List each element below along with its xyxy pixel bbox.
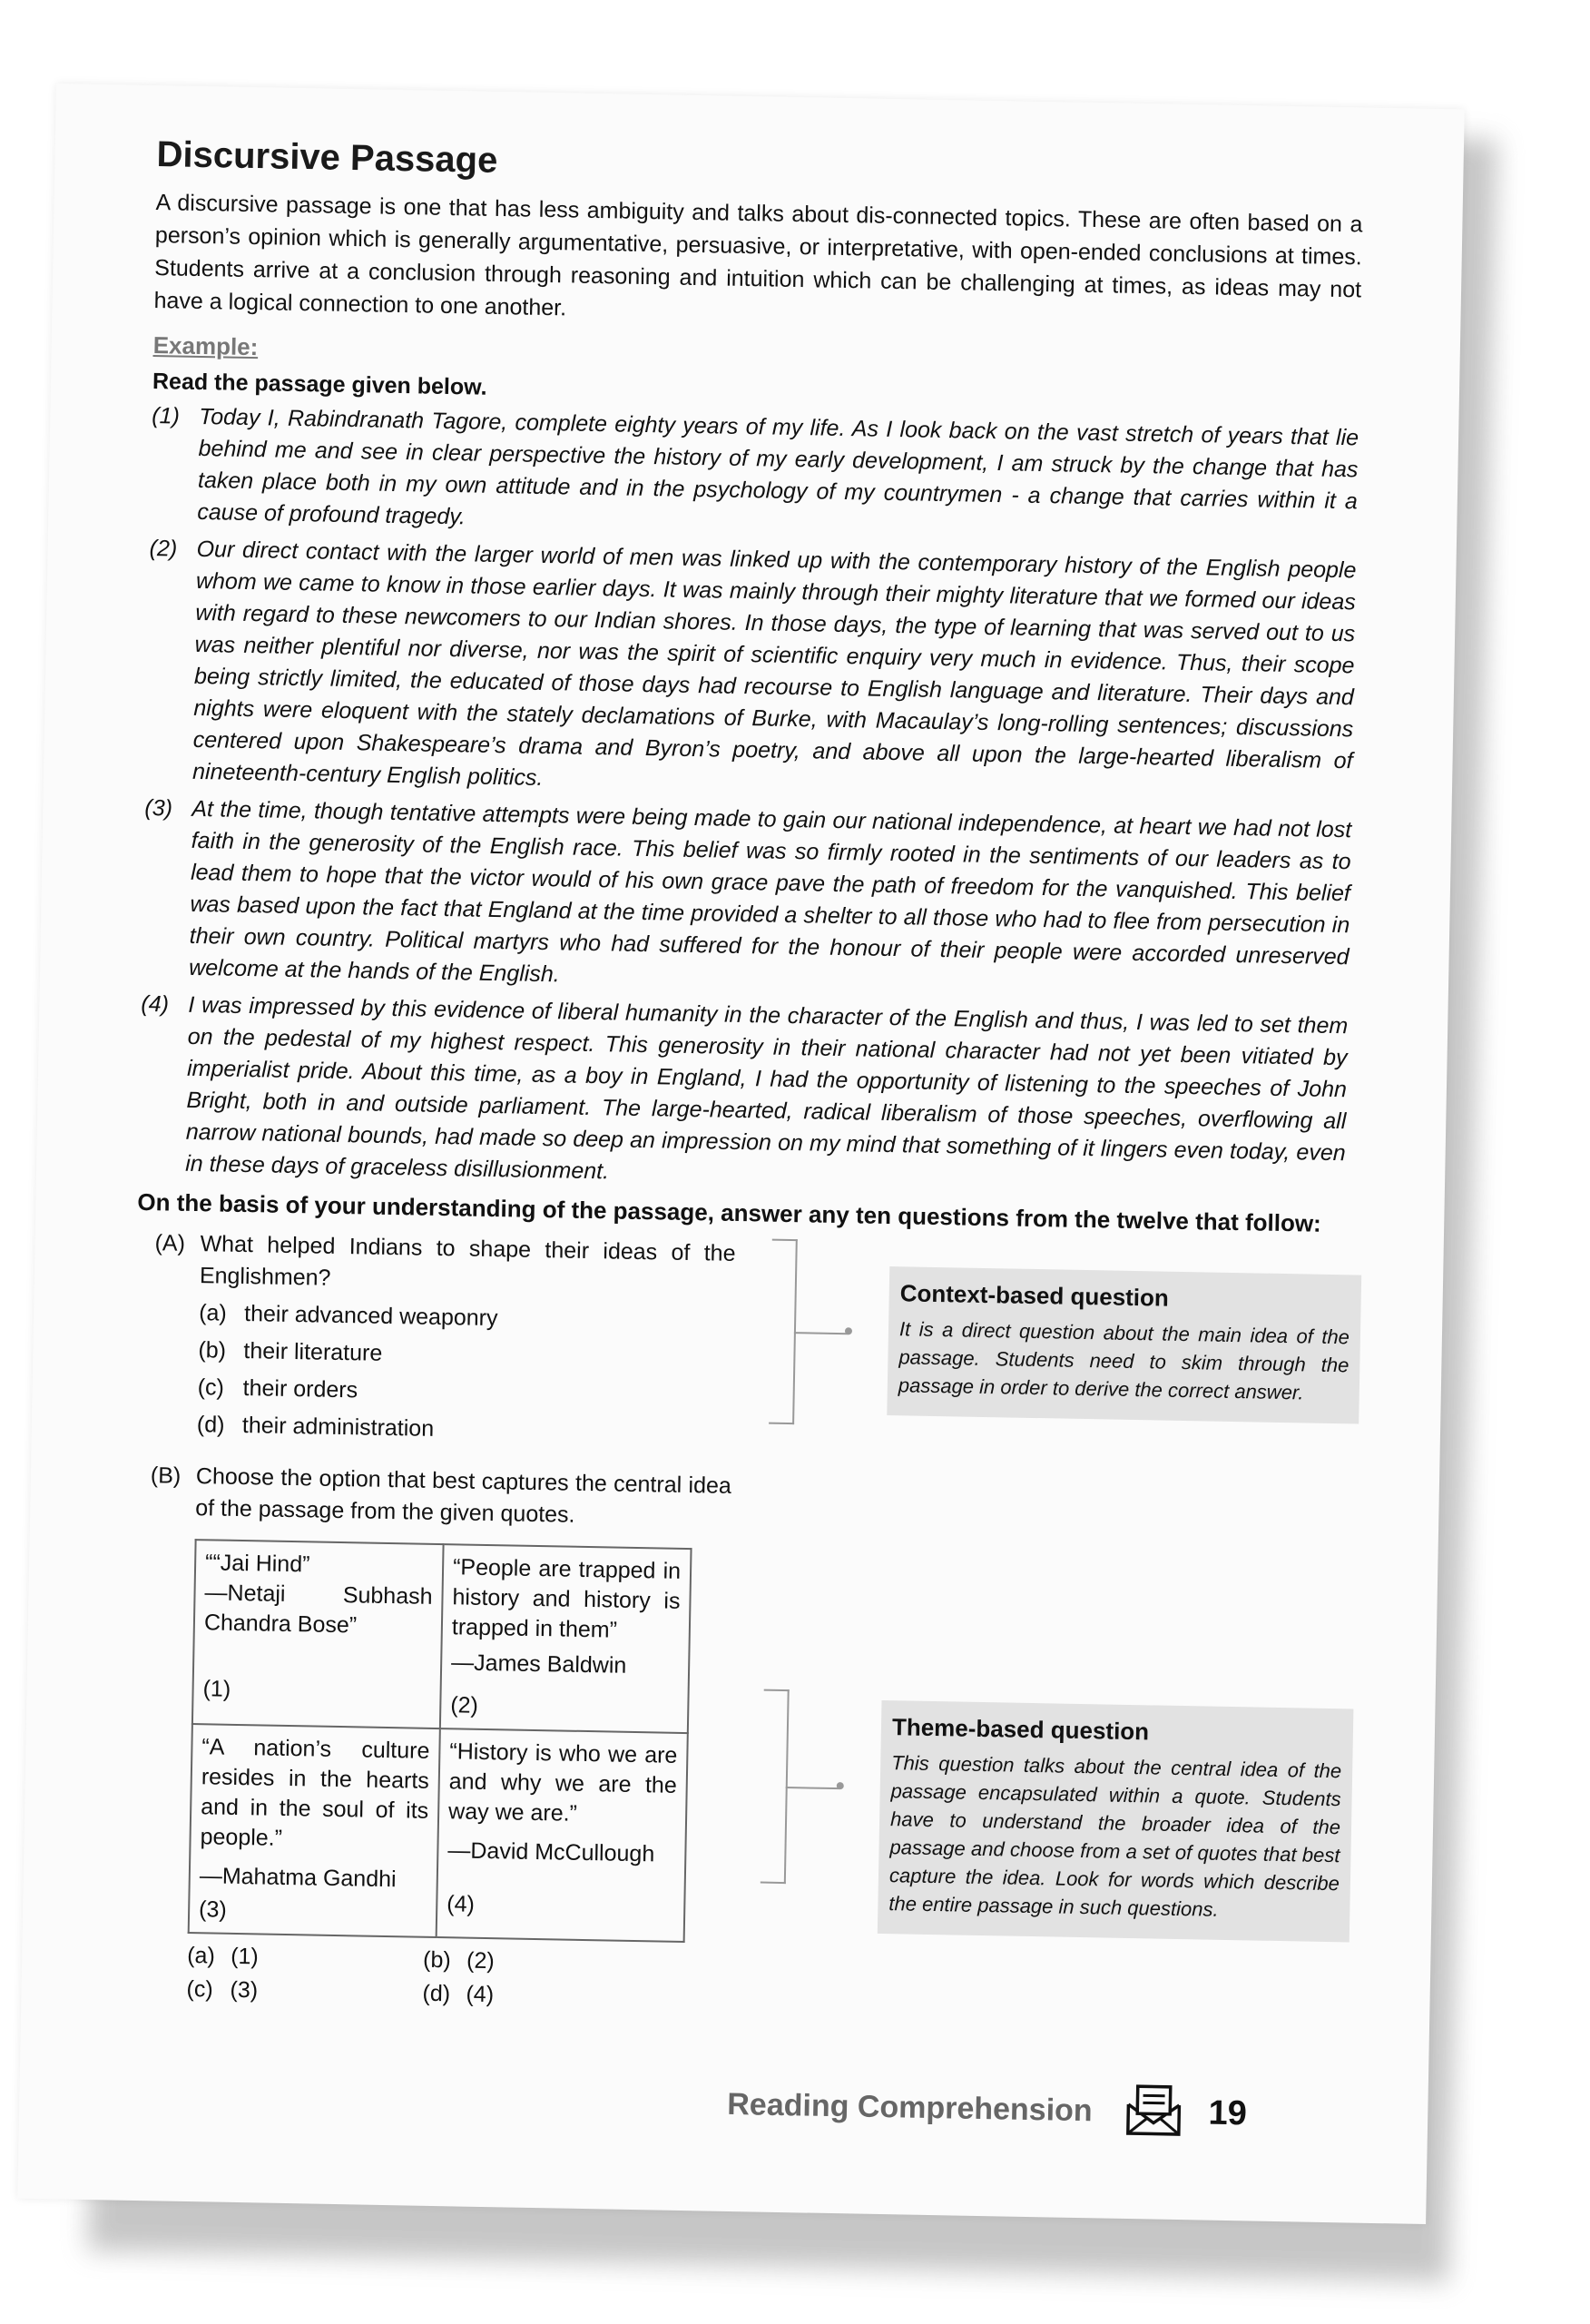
passage [138, 400, 1359, 1201]
answer-option [422, 1981, 658, 2012]
paragraph-number: (3) [144, 794, 173, 822]
answer-text: (4) [466, 1981, 495, 2008]
quote-cell [192, 1540, 444, 1728]
answer-label: (b) [422, 1946, 452, 1974]
open-envelope-icon [1124, 2083, 1183, 2142]
quote-text: “People are trapped in history and history is trapped in them” [451, 1554, 682, 1643]
quote-author: —Netaji Subhash Chandra Bose” [203, 1580, 433, 1639]
example-label: Example: [152, 331, 259, 361]
quote-number: (3) [198, 1896, 227, 1923]
option [199, 1297, 735, 1339]
footer-title: Reading Comprehension [726, 2086, 1093, 2129]
option [197, 1409, 733, 1451]
passage-paragraph [150, 400, 1359, 549]
option-label: (b) [198, 1337, 227, 1364]
question-b-row [123, 1460, 1340, 2024]
question-b [150, 1460, 731, 1534]
option [198, 1334, 734, 1376]
connector-dot [837, 1782, 844, 1789]
question-a-stem [154, 1227, 736, 1302]
theme-note [878, 1700, 1354, 1942]
note-title: Context-based question [899, 1279, 1170, 1312]
answer-option [186, 1976, 422, 2007]
option-text: their orders [242, 1375, 358, 1403]
page-content [123, 134, 1363, 2024]
page-number: 19 [1208, 2093, 1248, 2133]
option-label: (d) [196, 1412, 225, 1438]
quote-author: —James Baldwin [450, 1649, 627, 1679]
quotes-table [188, 1539, 692, 1943]
paragraph-number: (2) [149, 535, 178, 562]
instruction-text: Read the passage given below. [152, 369, 487, 400]
page-footer [727, 2075, 1248, 2143]
passage-paragraph [145, 533, 1357, 809]
quote-text: “A nation’s culture resides in the hearts and in the soul of its people.” [200, 1734, 430, 1851]
quote-text: ““Jai Hind” [204, 1550, 310, 1578]
answer-label: (c) [186, 1975, 213, 2003]
quote-number: (4) [447, 1891, 476, 1917]
quote-author: —David McCullough [447, 1837, 655, 1867]
question-b-stem [150, 1460, 731, 1534]
option-text: their advanced weaponry [243, 1301, 498, 1332]
passage-paragraph [138, 989, 1349, 1201]
option-label: (c) [197, 1374, 225, 1401]
answer-label: (d) [422, 1980, 451, 2007]
paragraph-text: At the time, though tentative attempts were being made to gain our national independence, at heart we had not lost faith in the generosity of the English race. This belief was so firmly rooted in the sentiments of our leaders as to lead them to hope that the victor would of his own grace pave the path of freedom for the vanquished. This belief was based upon the fact that England at the time provided a shelter to all those who had to flee from persecution in their own country. Political martyrs who had suffered for the honour of their people were accorded unreserved welcome at the hands of the English. [188, 795, 1352, 988]
paragraph-text: Today I, Rabindranath Tagore, complete eighty years of my life. As I look back on the vast stretch of years that lie behind me and see in clear perspective the history of my early development, I am struck by the change that has taken place both in my own attitude and in the psychology of my countrymen - a change that carries within it a cause of profound tragedy. [197, 403, 1359, 530]
note-body: This question talks about the central idea of the passage encapsulated within a quote. Students have to understand the broader idea of the passage and choose from a set of quotes that best capture the idea. Look for words which describe the entire passage in such questions. [888, 1751, 1342, 1921]
question-label: (A) [154, 1230, 186, 1256]
quote-text: “History is who we are and why we are the way we are.” [447, 1738, 678, 1827]
intro-text: A discursive passage is one that has less ambiguity and talks about dis-connected topics. These are often based on a person’s opinion which is generally argumentative, persuasive, or interpretative, with open-ended conclusions at times. Students arrive at a conclusion through reasoning and intuition which can be challenging at times, as ideas may not have a logical connection to one another. [153, 190, 1363, 321]
paragraph-number: (1) [152, 402, 181, 429]
option-text: their administration [241, 1413, 435, 1442]
questions-heading: On the basis of your understanding of the passage, answer any ten questions from the twelve that follow: [137, 1187, 1322, 1237]
question-label: (B) [150, 1462, 182, 1489]
answer-text: (2) [466, 1947, 496, 1974]
quote-cell [189, 1724, 440, 1937]
quote-number: (1) [202, 1676, 231, 1702]
question-a-bracket [769, 1239, 798, 1424]
answer-option [187, 1943, 423, 1974]
question-a-row [133, 1227, 1350, 1462]
connector-dot [845, 1327, 852, 1334]
quote-cell [437, 1728, 688, 1942]
answer-text: (1) [230, 1943, 260, 1970]
option-label: (a) [198, 1300, 228, 1326]
quote-cell [440, 1544, 692, 1733]
question-a [152, 1227, 736, 1451]
passage-paragraph [142, 793, 1352, 1005]
quote-number: (2) [450, 1692, 479, 1718]
option [197, 1372, 733, 1413]
book-page [17, 84, 1464, 2224]
answer-text: (3) [230, 1976, 259, 2004]
paragraph-text: Our direct contact with the larger world of men was linked up with the contemporary history of the English people whom we came to know in those earlier days. It was mainly through their mighty literature that we formed our ideas with regard to these newcomers to our Indian shores. In those days, the type of learning that was served out to us was neither plentiful nor diverse, nor was the spirit of scientific enquiry very much in evidence. Thus, their scope being strictly limited, the educated of those days had recourse to English language and literature. Their days and nights were eloquent with the stately declamations of Burke, with Macaulay’s long-rolling sentences; discussions centered upon Shakespeare’s drama and Byron’s poetry, and above all upon the large-hearted liberalism of nineteenth-century English politics. [191, 536, 1357, 791]
context-note [887, 1266, 1361, 1424]
question-text: Choose the option that best captures the central idea of the passage from the given quotes. [195, 1463, 732, 1528]
quote-author: —Mahatma Gandhi [199, 1863, 397, 1893]
paragraph-number: (4) [141, 990, 170, 1018]
page-title: Discursive Passage [156, 134, 498, 181]
answer-options [186, 1943, 1330, 2024]
note-body: It is a direct question about the main idea of the passage. Students need to skim through the passage in order to derive the correct answer. [898, 1317, 1350, 1404]
answer-label: (a) [186, 1942, 216, 1969]
question-b-bracket [761, 1689, 790, 1884]
answer-option [423, 1947, 659, 1978]
paragraph-text: I was impressed by this evidence of liberal humanity in the character of the English and thus, I was led to set them on the pedestal of my highest respect. This generosity in their national character had not yet been vitiated by imperialist pride. About this time, as a boy in England, I had the opportunity of listening to the speeches of John Bright, both in and outside parliament. The large-hearted, radical liberalism of those speeches, overflowing all narrow national bounds, had made so deep an impression on my mind that something of it lingers even today, even in these days of graceless disillusionment. [184, 991, 1349, 1185]
question-text: What helped Indians to shape their ideas of the Englishmen? [199, 1231, 736, 1291]
option-text: their literature [243, 1338, 383, 1366]
note-title: Theme-based question [891, 1713, 1150, 1746]
